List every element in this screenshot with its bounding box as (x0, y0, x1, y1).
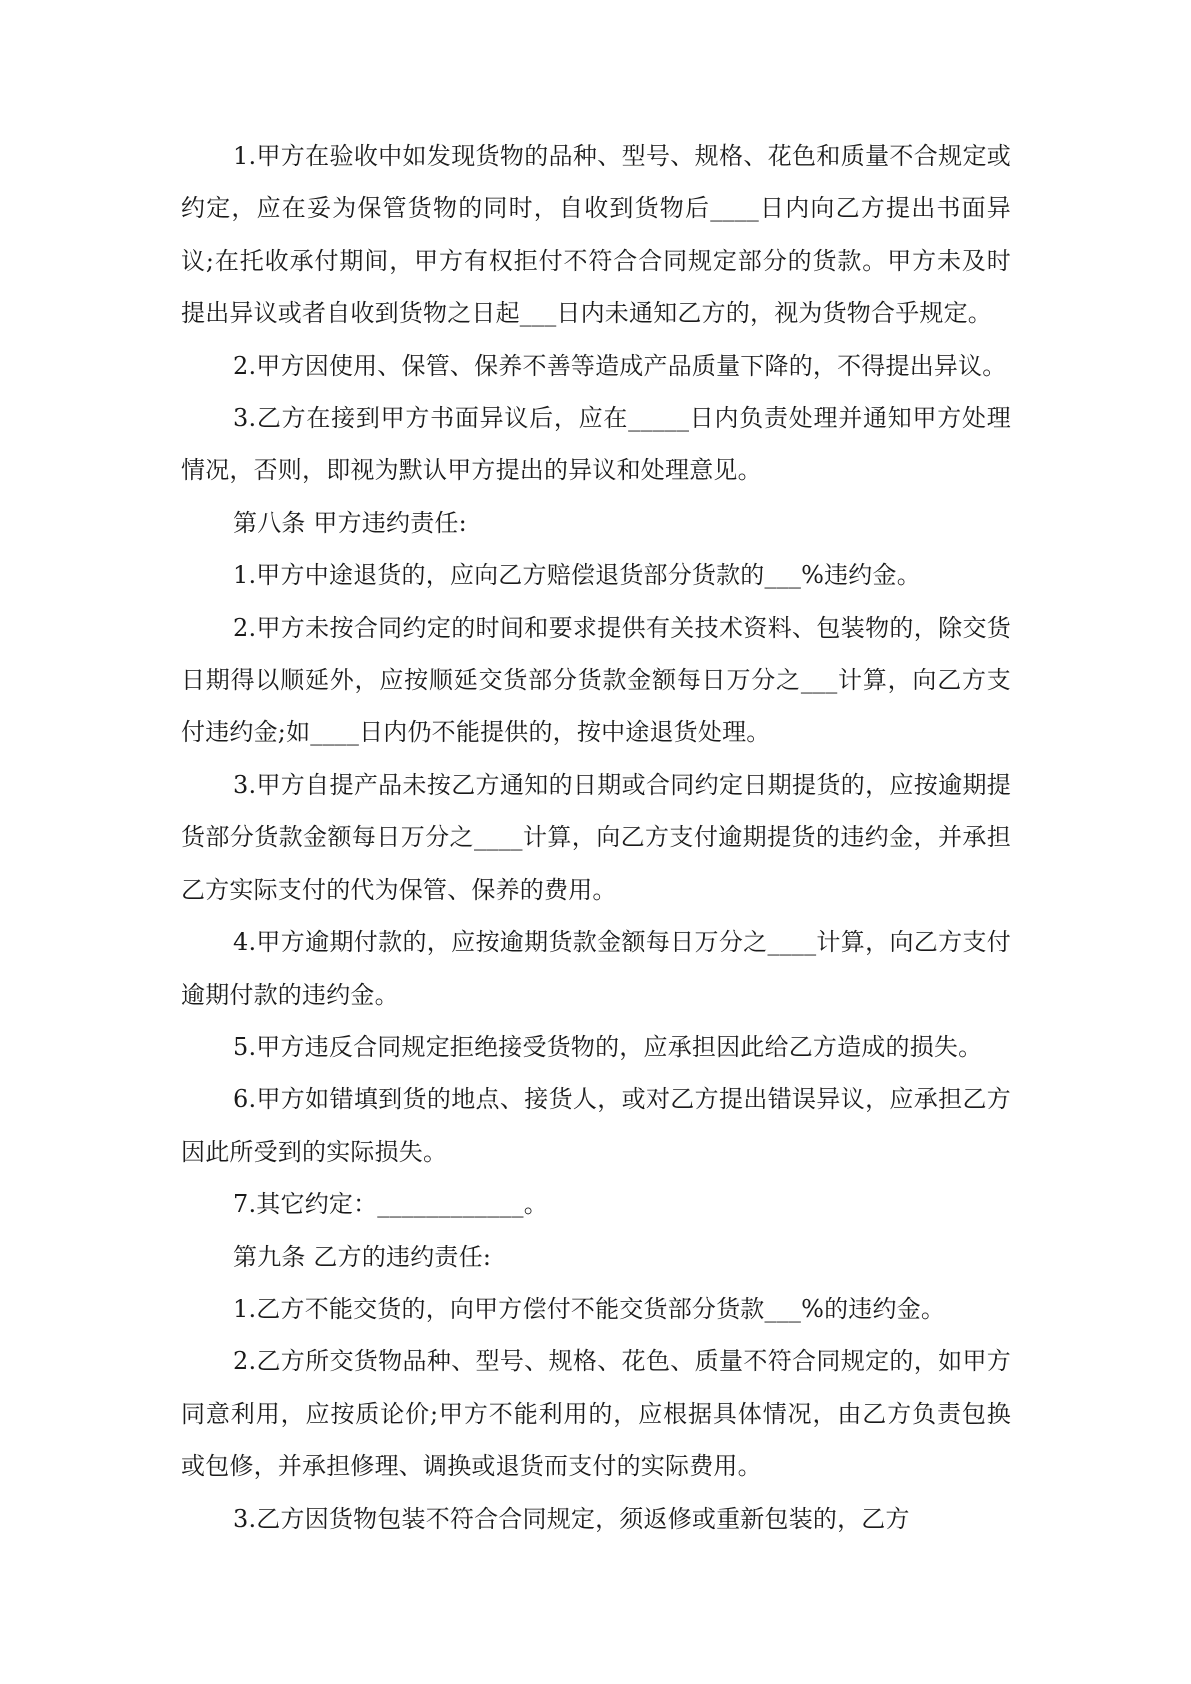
paragraph-refuse-goods: 5.甲方违反合同规定拒绝接受货物的，应承担因此给乙方造成的损失。 (233, 1032, 983, 1061)
paragraph-improper-use: 2.甲方因使用、保管、保养不善等造成产品质量下降的，不得提出异议。 (233, 351, 1007, 380)
article-9-heading: 第九条 乙方的违约责任: (233, 1242, 492, 1271)
paragraph-return-penalty: 1.甲方中途退货的，应向乙方赔偿退货部分货款的___%违约金。 (233, 561, 921, 590)
paragraph-late-payment: 4.甲方逾期付款的，应按逾期货款金额每日万分之____计算，向乙方支付逾期付款的违约金。 (181, 928, 1011, 1009)
paragraph-other-agreement: 7.其它约定：____________。 (233, 1190, 548, 1219)
paragraph-self-pickup: 3.甲方自提产品未按乙方通知的日期或合同约定日期提货的，应按逾期提货部分货款金额每日万分之____计算，向乙方支付逾期提货的违约金，并承担乙方实际支付的代为保管、保养的费用。 (181, 770, 1011, 904)
paragraph-packaging: 3.乙方因货物包装不符合合同规定，须返修或重新包装的，乙方 (233, 1504, 910, 1533)
paragraph-nonconforming-goods: 2.乙方所交货物品种、型号、规格、花色、质量不符合同规定的，如甲方同意利用，应按质论价;甲方不能利用的，应根据具体情况，由乙方负责包换或包修，并承担修理、调换或退货而支付的实际费用。 (181, 1347, 1011, 1481)
article-8-heading: 第八条 甲方违约责任: (233, 508, 467, 537)
document-body (181, 130, 1011, 1545)
paragraph-objection-handling: 3.乙方在接到甲方书面异议后，应在_____日内负责处理并通知甲方处理情况，否则，即视为默认甲方提出的异议和处理意见。 (181, 404, 1011, 485)
paragraph-non-delivery: 1.乙方不能交货的，向甲方偿付不能交货部分货款___%的违约金。 (233, 1294, 946, 1323)
paragraph-inspection-objection: 1.甲方在验收中如发现货物的品种、型号、规格、花色和质量不合规定或约定，应在妥为保管货物的同时，自收到货物后____日内向乙方提出书面异议;在托收承付期间，甲方有权拒付不符合合同规定部分的货款。甲方未及时提出异议或者自收到货物之日起___日内未通知乙方的，视为货物合乎规定。 (181, 142, 1011, 328)
paragraph-wrong-address: 6.甲方如错填到货的地点、接货人，或对乙方提出错误异议，应承担乙方因此所受到的实际损失。 (181, 1085, 1011, 1166)
paragraph-technical-data: 2.甲方未按合同约定的时间和要求提供有关技术资料、包装物的，除交货日期得以顺延外，应按顺延交货部分货款金额每日万分之___计算，向乙方支付违约金;如____日内仍不能提供的，按中途退货处理。 (181, 613, 1011, 747)
